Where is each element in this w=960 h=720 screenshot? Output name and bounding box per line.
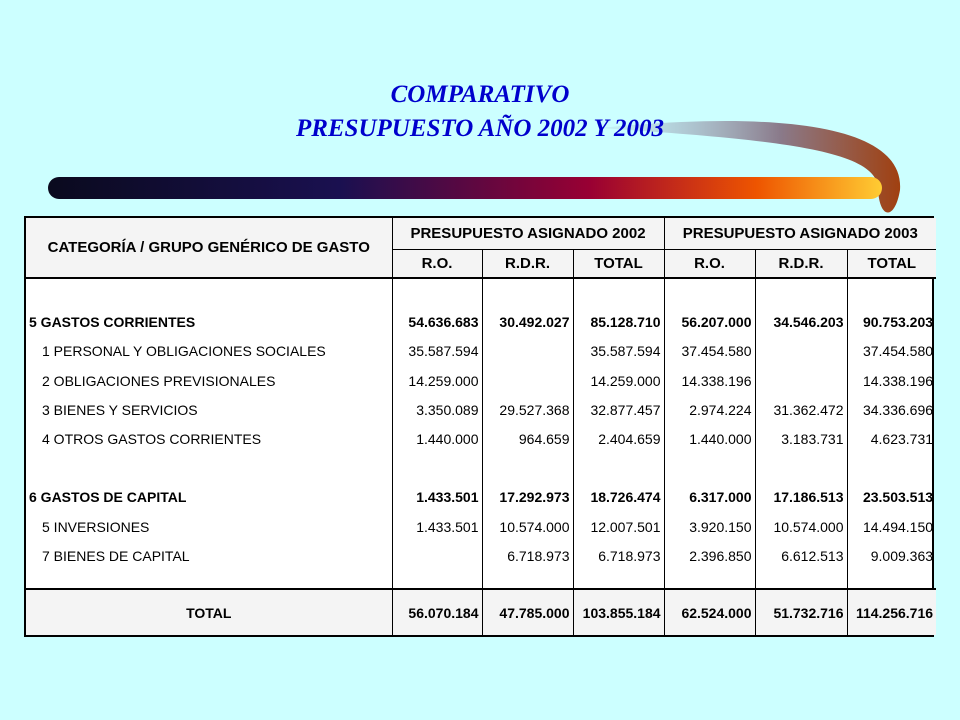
total-label: TOTAL [26,589,392,635]
cell: 2.396.850 [664,541,755,570]
cell: 17.186.513 [755,483,847,512]
title-line-1: COMPARATIVO [390,81,570,108]
cell [482,337,573,366]
table-row [26,308,936,337]
group-header-2003: PRESUPUESTO ASIGNADO 2003 [664,218,936,249]
cell: 90.753.203 [847,308,936,337]
cell: 12.007.501 [573,512,664,541]
row-label: 4 OTROS GASTOS CORRIENTES [42,430,262,447]
total-cell: 47.785.000 [482,589,573,635]
spacer-row [26,278,936,307]
cell [392,541,482,570]
swoosh-bar [48,177,882,199]
cell: 18.726.474 [573,483,664,512]
category-header: CATEGORÍA / GRUPO GENÉRICO DE GASTO [26,218,392,278]
table-row [26,541,936,570]
table-row [26,337,936,366]
row-label: 5 GASTOS CORRIENTES [29,314,196,331]
cell: 6.718.973 [482,541,573,570]
cell: 6.317.000 [664,483,755,512]
cell: 31.362.472 [755,395,847,424]
row-label: 3 BIENES Y SERVICIOS [42,401,198,418]
cell: 3.183.731 [755,424,847,453]
cell: 37.454.580 [847,337,936,366]
cell: 1.440.000 [392,424,482,453]
cell: 14.338.196 [847,366,936,395]
cell [755,337,847,366]
cell: 6.718.973 [573,541,664,570]
cell: 34.546.203 [755,308,847,337]
cell: 4.623.731 [847,424,936,453]
sub-header-rdr-2002: R.D.R. [482,249,573,278]
row-label: 7 BIENES DE CAPITAL [42,547,190,564]
spacer-row [26,454,936,483]
cell: 1.433.501 [392,512,482,541]
cell: 29.527.368 [482,395,573,424]
cell [755,366,847,395]
cell: 17.292.973 [482,483,573,512]
cell: 56.207.000 [664,308,755,337]
title-line-2: PRESUPUESTO AÑO 2002 Y 2003 [295,115,665,142]
table-row [26,366,936,395]
cell: 37.454.580 [664,337,755,366]
row-label: 5 INVERSIONES [42,518,150,535]
cell: 3.350.089 [392,395,482,424]
sub-header-rdr-2003: R.D.R. [755,249,847,278]
sub-header-ro-2002: R.O. [392,249,482,278]
total-cell: 62.524.000 [664,589,755,635]
total-cell: 51.732.716 [755,589,847,635]
page-title [0,78,960,146]
row-label: 2 OBLIGACIONES PREVISIONALES [42,372,276,389]
row-label: 1 PERSONAL Y OBLIGACIONES SOCIALES [42,343,326,360]
cell: 2.404.659 [573,424,664,453]
cell: 54.636.683 [392,308,482,337]
cell: 34.336.696 [847,395,936,424]
spacer-row [26,570,936,589]
cell: 2.974.224 [664,395,755,424]
cell: 14.259.000 [573,366,664,395]
table-row [26,395,936,424]
cell: 6.612.513 [755,541,847,570]
cell: 23.503.513 [847,483,936,512]
cell: 964.659 [482,424,573,453]
cell: 1.440.000 [664,424,755,453]
group-header-2002: PRESUPUESTO ASIGNADO 2002 [392,218,664,249]
cell: 14.338.196 [664,366,755,395]
sub-header-total-2003: TOTAL [847,249,936,278]
cell: 35.587.594 [392,337,482,366]
budget-table [24,216,934,637]
table-row [26,483,936,512]
cell: 32.877.457 [573,395,664,424]
cell: 14.494.150 [847,512,936,541]
cell: 14.259.000 [392,366,482,395]
cell: 85.128.710 [573,308,664,337]
cell: 30.492.027 [482,308,573,337]
sub-header-ro-2003: R.O. [664,249,755,278]
total-cell: 114.256.716 [847,589,936,635]
cell: 3.920.150 [664,512,755,541]
cell: 10.574.000 [755,512,847,541]
cell [482,366,573,395]
table-row [26,512,936,541]
cell: 10.574.000 [482,512,573,541]
table-row [26,424,936,453]
cell: 35.587.594 [573,337,664,366]
total-row [26,589,936,635]
total-cell: 56.070.184 [392,589,482,635]
row-label: 6 GASTOS DE CAPITAL [29,489,187,506]
sub-header-total-2002: TOTAL [573,249,664,278]
total-cell: 103.855.184 [573,589,664,635]
cell: 1.433.501 [392,483,482,512]
cell: 9.009.363 [847,541,936,570]
